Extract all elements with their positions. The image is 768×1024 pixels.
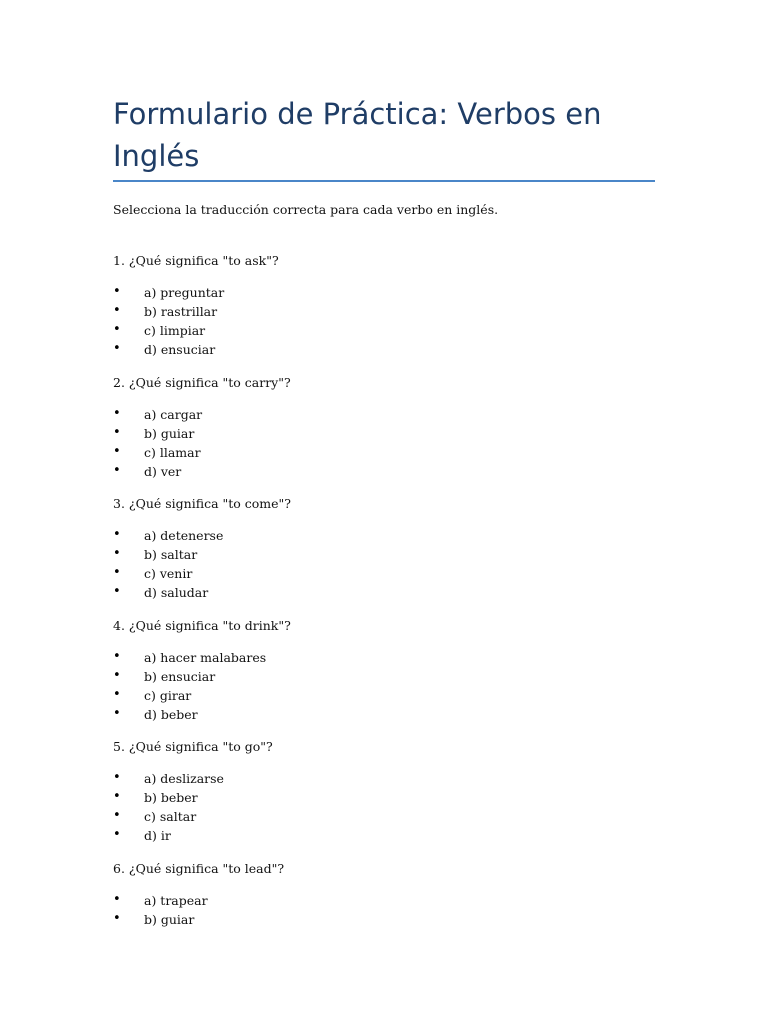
answer-option	[113, 545, 673, 564]
option-label: a) deslizarse	[144, 771, 224, 786]
option-label: d) ir	[144, 828, 171, 844]
bullet-icon: •	[113, 462, 121, 478]
instructions-text: Selecciona la traducción correcta para cada verbo en inglés.	[113, 202, 499, 217]
answer-option	[113, 769, 673, 788]
option-label: b) guiar	[144, 425, 195, 441]
option-label: c) girar	[144, 687, 192, 703]
bullet-icon: •	[113, 648, 121, 664]
bullet-icon: •	[113, 910, 121, 926]
bullet-icon: •	[113, 443, 121, 459]
bullet-icon: •	[113, 827, 121, 843]
answer-option	[113, 405, 673, 424]
answer-option	[113, 705, 673, 724]
bullet-icon: •	[113, 584, 121, 600]
option-label: c) venir	[144, 566, 193, 582]
answer-option	[113, 891, 673, 910]
question-list	[113, 251, 673, 980]
option-label: b) beber	[144, 790, 198, 806]
answer-option	[113, 443, 673, 462]
answer-option	[113, 564, 673, 583]
option-label: a) detenerse	[144, 528, 224, 543]
answer-option	[113, 826, 673, 845]
option-label: b) saltar	[144, 547, 198, 563]
bullet-icon: •	[113, 527, 121, 542]
bullet-icon: •	[113, 565, 121, 581]
option-label: c) saltar	[144, 809, 197, 825]
bullet-icon: •	[113, 891, 121, 907]
option-label: b) guiar	[144, 911, 195, 927]
option-label: a) hacer malabares	[144, 649, 267, 665]
option-list	[113, 648, 673, 724]
question-text: 3. ¿Qué significa "to come"?	[113, 496, 291, 511]
bullet-icon: •	[113, 405, 121, 421]
question-5	[113, 737, 673, 859]
answer-option	[113, 340, 673, 359]
title-underline	[113, 180, 655, 182]
bullet-icon: •	[113, 789, 121, 805]
answer-option	[113, 424, 673, 443]
question-4	[113, 616, 673, 738]
bullet-icon: •	[113, 424, 121, 440]
bullet-icon: •	[113, 667, 121, 683]
question-3	[113, 494, 673, 616]
bullet-icon: •	[113, 303, 121, 319]
bullet-icon: •	[113, 770, 121, 785]
answer-option	[113, 910, 673, 929]
option-label: c) llamar	[144, 444, 201, 460]
option-label: d) beber	[144, 706, 198, 722]
option-label: d) saludar	[144, 585, 209, 601]
option-list	[113, 891, 673, 929]
option-label: a) cargar	[144, 406, 203, 422]
bullet-icon: •	[113, 546, 121, 562]
question-text: 1. ¿Qué significa "to ask"?	[113, 253, 279, 268]
option-label: b) rastrillar	[144, 304, 218, 320]
option-list	[113, 405, 673, 481]
answer-option	[113, 788, 673, 807]
answer-option	[113, 648, 673, 667]
bullet-icon: •	[113, 322, 121, 338]
bullet-icon: •	[113, 808, 121, 824]
answer-option	[113, 583, 673, 602]
answer-option	[113, 321, 673, 340]
question-text: 5. ¿Qué significa "to go"?	[113, 739, 273, 754]
question-6	[113, 859, 673, 981]
answer-option	[113, 302, 673, 321]
answer-option	[113, 526, 673, 545]
answer-option	[113, 667, 673, 686]
option-label: b) ensuciar	[144, 668, 216, 684]
option-label: a) preguntar	[144, 285, 225, 300]
document-title: Formulario de Práctica: Verbos en Inglés	[113, 97, 602, 173]
bullet-icon: •	[113, 686, 121, 702]
option-list	[113, 283, 673, 359]
option-label: d) ver	[144, 463, 182, 479]
option-list	[113, 769, 673, 845]
answer-option	[113, 283, 673, 302]
question-text: 2. ¿Qué significa "to carry"?	[113, 374, 291, 390]
option-label: d) ensuciar	[144, 342, 216, 358]
option-label: a) trapear	[144, 892, 208, 908]
answer-option	[113, 686, 673, 705]
bullet-icon: •	[113, 284, 121, 299]
bullet-icon: •	[113, 341, 121, 357]
answer-option	[113, 807, 673, 826]
answer-option	[113, 462, 673, 481]
question-text: 4. ¿Qué significa "to drink"?	[113, 617, 291, 633]
bullet-icon: •	[113, 705, 121, 721]
question-1	[113, 251, 673, 373]
option-list	[113, 526, 673, 602]
option-label: c) limpiar	[144, 323, 206, 339]
question-2	[113, 373, 673, 495]
question-text: 6. ¿Qué significa "to lead"?	[113, 860, 285, 876]
